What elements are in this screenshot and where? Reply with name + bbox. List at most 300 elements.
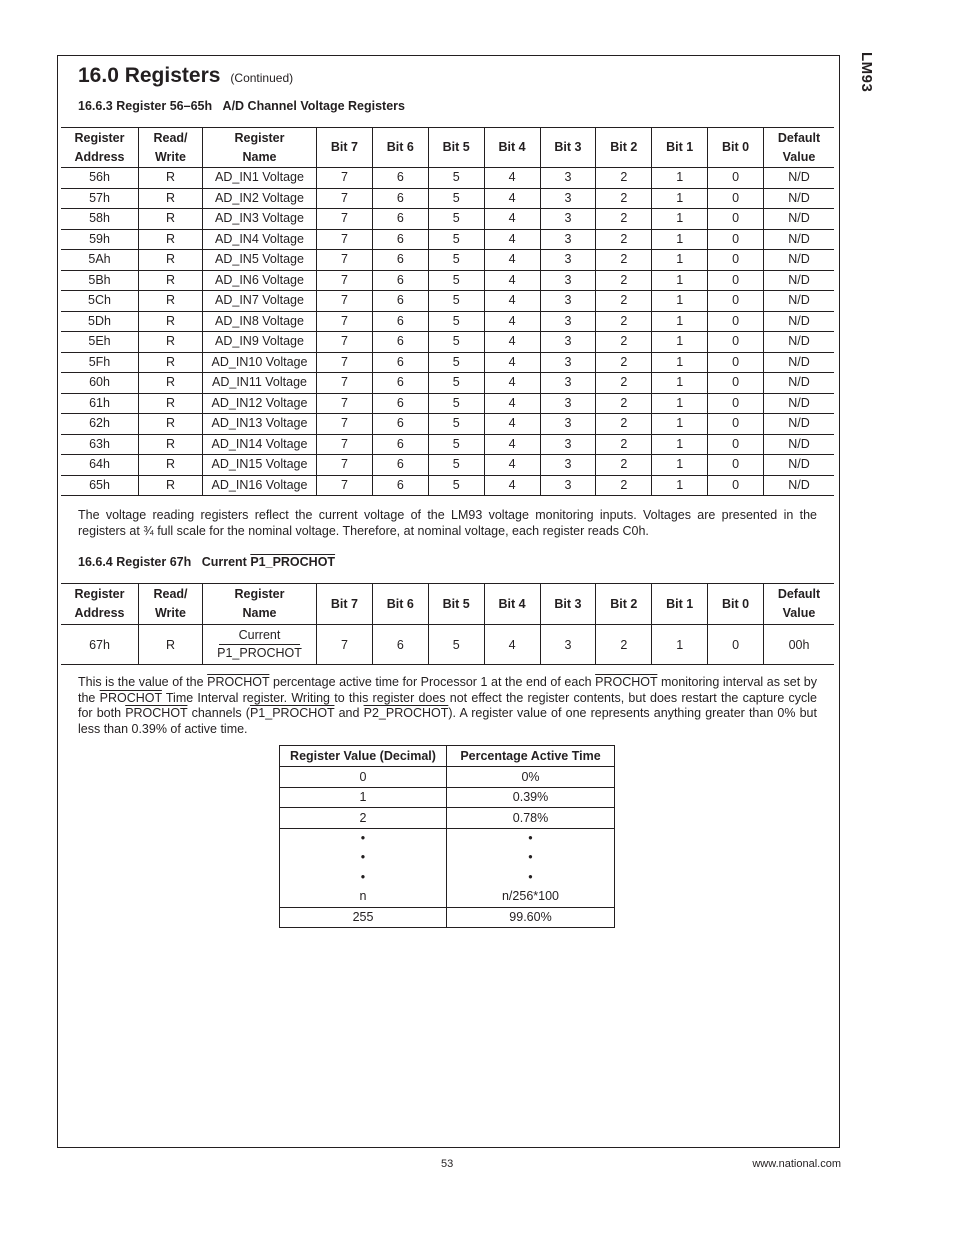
bit-cell: 0 (708, 625, 764, 665)
table-cell: 2 (596, 168, 652, 189)
table-cell: 6 (372, 291, 428, 312)
table-row (61, 352, 834, 373)
subsection-title-signal: P1_PROCHOT (250, 555, 336, 569)
table-cell: 62h (61, 414, 139, 435)
table-cell: 7 (317, 229, 373, 250)
table-header-row (61, 128, 834, 168)
column-header: Default Value (764, 128, 835, 168)
table-cell: R (139, 393, 203, 414)
column-header: Bit 4 (484, 584, 540, 625)
table-cell: 0 (708, 270, 764, 291)
table-cell: 63h (61, 434, 139, 455)
general-value: n (359, 889, 367, 903)
table-cell: 0.39% (447, 787, 615, 808)
table-cell: 7 (317, 352, 373, 373)
table-cell: 7 (317, 455, 373, 476)
signal-name: PROCHOT (207, 675, 270, 689)
table-cell: 2 (596, 414, 652, 435)
table-row (61, 373, 834, 394)
column-header: Bit 1 (652, 128, 708, 168)
column-header: Register Name (203, 128, 317, 168)
table-cell: 0 (708, 332, 764, 353)
table-row (61, 250, 834, 271)
table-cell: 4 (484, 209, 540, 230)
table-cell: 0 (708, 414, 764, 435)
table-cell: R (139, 291, 203, 312)
column-header: Bit 3 (540, 128, 596, 168)
ellipsis-cell-right (447, 828, 615, 907)
table-row (61, 455, 834, 476)
table-cell: 4 (484, 229, 540, 250)
table-cell: 6 (372, 475, 428, 496)
table-cell: 2 (596, 188, 652, 209)
column-header: Bit 7 (317, 584, 373, 625)
column-header: Bit 2 (596, 128, 652, 168)
column-header: Read/ Write (139, 128, 203, 168)
table-cell: 59h (61, 229, 139, 250)
table-cell: R (139, 332, 203, 353)
table-cell: 2 (596, 209, 652, 230)
table-cell: 64h (61, 455, 139, 476)
table-cell: 0 (708, 434, 764, 455)
table-cell: 4 (484, 455, 540, 476)
side-part-label: LM93 (858, 52, 875, 93)
table-cell: 3 (540, 414, 596, 435)
table-row (280, 828, 615, 907)
table-cell: 6 (372, 229, 428, 250)
read-write-cell: R (139, 625, 203, 665)
signal-name: PROCHOT (99, 690, 162, 705)
table-cell: 4 (484, 291, 540, 312)
signal-name: PROCHOT (125, 706, 188, 720)
column-header: Register Address (61, 584, 139, 625)
table-cell: N/D (764, 188, 835, 209)
table-cell: 6 (372, 250, 428, 271)
table-cell: 0 (708, 352, 764, 373)
register-address-cell: 67h (61, 625, 139, 665)
table-cell: 0% (447, 767, 615, 788)
table-cell: 1 (280, 787, 447, 808)
table-cell: 1 (652, 332, 708, 353)
table-cell: N/D (764, 455, 835, 476)
column-header: Bit 7 (317, 128, 373, 168)
table-cell: 5 (428, 270, 484, 291)
table-cell: 0 (708, 188, 764, 209)
section-title: 16.0 Registers (78, 64, 221, 87)
signal-name: P2_PROCHOT (363, 706, 449, 720)
table-cell: 6 (372, 209, 428, 230)
table-cell: N/D (764, 229, 835, 250)
table-row (61, 229, 834, 250)
para-text: ). A register value of one represents anything greater than 0% but less than 0.39% of active time. (78, 706, 817, 736)
table-cell: 3 (540, 455, 596, 476)
table-cell: 7 (317, 250, 373, 271)
table-cell: R (139, 352, 203, 373)
bit-cell: 2 (596, 625, 652, 665)
table-cell: 5 (428, 188, 484, 209)
table-cell: 65h (61, 475, 139, 496)
table-cell: AD_IN12 Voltage (203, 393, 317, 414)
table-cell: 4 (484, 434, 540, 455)
table-cell: 2 (280, 808, 447, 829)
table-cell: 7 (317, 188, 373, 209)
table-cell: 5Dh (61, 311, 139, 332)
table-cell: 2 (596, 291, 652, 312)
table-cell: 3 (540, 434, 596, 455)
table-cell: R (139, 373, 203, 394)
general-formula: n/256*100 (501, 889, 559, 903)
table-cell: 3 (540, 332, 596, 353)
para-text: channels ( (187, 706, 250, 720)
table-row (61, 291, 834, 312)
table-cell: 2 (596, 393, 652, 414)
table-cell: 5Bh (61, 270, 139, 291)
table-cell: 6 (372, 455, 428, 476)
table-cell: 4 (484, 311, 540, 332)
table-cell: 1 (652, 414, 708, 435)
table-cell: 0 (708, 475, 764, 496)
table-cell: AD_IN16 Voltage (203, 475, 317, 496)
subsection-number: 16.6.4 Register 67h (78, 555, 192, 569)
table-cell: 1 (652, 373, 708, 394)
table-cell: N/D (764, 475, 835, 496)
table-cell: 3 (540, 373, 596, 394)
bit-cell: 5 (428, 625, 484, 665)
table-cell: 3 (540, 393, 596, 414)
bit-cell: 7 (317, 625, 373, 665)
table-cell: 1 (652, 352, 708, 373)
subsection-heading-2 (78, 555, 335, 569)
table-row (61, 311, 834, 332)
table-cell: 1 (652, 475, 708, 496)
table-cell: 5Eh (61, 332, 139, 353)
column-header: Bit 4 (484, 128, 540, 168)
table-cell: 3 (540, 291, 596, 312)
voltage-description-paragraph: The voltage reading registers reflect the current voltage of the LM93 voltage monitoring inputs. Voltages are presented in the registers at ¾ full scale for the nominal voltage. Therefore, at nominal voltage, each register reads C0h. (78, 508, 817, 538)
table-row (61, 434, 834, 455)
para-text: monitoring interval as set by the (78, 675, 817, 705)
table-cell: R (139, 434, 203, 455)
column-header: Read/ Write (139, 584, 203, 625)
column-header: Bit 5 (428, 128, 484, 168)
table-cell: R (139, 229, 203, 250)
table-cell: 7 (317, 475, 373, 496)
table-cell: 7 (317, 414, 373, 435)
table-row (61, 475, 834, 496)
table-row (61, 209, 834, 230)
para-text: percentage active time for Processor 1 at the end of each (269, 675, 596, 689)
table-cell: 60h (61, 373, 139, 394)
bit-cell: 6 (372, 625, 428, 665)
table-cell: 7 (317, 168, 373, 189)
table-cell: 1 (652, 270, 708, 291)
table-cell: 4 (484, 168, 540, 189)
column-header: Register Address (61, 128, 139, 168)
table-cell: 6 (372, 311, 428, 332)
para-text: and (334, 706, 364, 720)
table-cell: R (139, 188, 203, 209)
ellipsis-cell-left (280, 828, 447, 907)
table-cell: 6 (372, 393, 428, 414)
table-cell: 4 (484, 475, 540, 496)
table-cell: 7 (317, 311, 373, 332)
table-cell: 61h (61, 393, 139, 414)
table-cell: 6 (372, 332, 428, 353)
table-cell: R (139, 475, 203, 496)
section-continued: (Continued) (230, 71, 294, 85)
table-cell: 4 (484, 332, 540, 353)
column-header: Register Name (203, 584, 317, 625)
table-cell: 2 (596, 250, 652, 271)
para-text: Time Interval register. Writing to this register does not effect the register contents, but does restart the capture cycle for both (78, 690, 817, 720)
table-cell: 5 (428, 332, 484, 353)
table-cell: 4 (484, 352, 540, 373)
bullet: • (360, 850, 366, 864)
table-cell: 5 (428, 414, 484, 435)
table-cell: AD_IN8 Voltage (203, 311, 317, 332)
prochot-register-table (61, 583, 834, 665)
table-cell: R (139, 414, 203, 435)
table-cell: 7 (317, 270, 373, 291)
table-cell: 2 (596, 455, 652, 476)
table-cell: 0 (708, 455, 764, 476)
table-cell: R (139, 250, 203, 271)
table-cell: 4 (484, 270, 540, 291)
table-cell: AD_IN3 Voltage (203, 209, 317, 230)
default-value-cell: 00h (764, 625, 835, 665)
table-cell: 1 (652, 434, 708, 455)
column-header: Default Value (764, 584, 835, 625)
table-cell: N/D (764, 393, 835, 414)
table-row (61, 270, 834, 291)
table-cell: 3 (540, 168, 596, 189)
table-cell: 2 (596, 352, 652, 373)
column-header: Bit 6 (372, 584, 428, 625)
table-cell: 2 (596, 270, 652, 291)
table-cell: 6 (372, 414, 428, 435)
table-cell: N/D (764, 332, 835, 353)
table-cell: 0 (708, 229, 764, 250)
table-cell: R (139, 209, 203, 230)
column-header: Bit 3 (540, 584, 596, 625)
table-cell: 7 (317, 434, 373, 455)
table-cell: N/D (764, 414, 835, 435)
footer-url: www.national.com (752, 1158, 841, 1170)
table-cell: 5Fh (61, 352, 139, 373)
register-name-cell (203, 625, 317, 665)
table-cell: 7 (317, 393, 373, 414)
bit-cell: 4 (484, 625, 540, 665)
table-cell: AD_IN4 Voltage (203, 229, 317, 250)
table-row (61, 393, 834, 414)
column-header: Percentage Active Time (447, 746, 615, 767)
table-cell: AD_IN11 Voltage (203, 373, 317, 394)
table-cell: 255 (280, 907, 447, 928)
column-header: Bit 1 (652, 584, 708, 625)
table-cell: 4 (484, 393, 540, 414)
table-header-row (280, 746, 615, 767)
table-cell: R (139, 311, 203, 332)
table-cell: 5 (428, 393, 484, 414)
table-cell: 5Ah (61, 250, 139, 271)
table-cell: 0 (708, 291, 764, 312)
table-cell: 0 (708, 311, 764, 332)
table-cell: 7 (317, 332, 373, 353)
table-cell: 6 (372, 352, 428, 373)
table-cell: R (139, 168, 203, 189)
table-cell: 7 (317, 209, 373, 230)
table-row (61, 188, 834, 209)
table-cell: AD_IN13 Voltage (203, 414, 317, 435)
table-cell: 3 (540, 352, 596, 373)
table-cell: 7 (317, 291, 373, 312)
table-cell: R (139, 270, 203, 291)
table-cell: N/D (764, 270, 835, 291)
table-cell: AD_IN5 Voltage (203, 250, 317, 271)
table-row (61, 625, 834, 665)
table-cell: 5 (428, 229, 484, 250)
table-cell: 6 (372, 373, 428, 394)
overline-rule (219, 644, 300, 645)
column-header: Register Value (Decimal) (280, 746, 447, 767)
table-cell: 0 (708, 393, 764, 414)
table-cell: 5 (428, 352, 484, 373)
table-row (61, 414, 834, 435)
table-cell: 5 (428, 250, 484, 271)
bullet: • (528, 869, 533, 884)
table-cell: 7 (317, 373, 373, 394)
table-cell: AD_IN15 Voltage (203, 455, 317, 476)
table-cell: N/D (764, 209, 835, 230)
table-cell: 1 (652, 168, 708, 189)
bullet: • (528, 830, 533, 845)
voltage-registers-table (61, 127, 834, 496)
table-cell: 99.60% (447, 907, 615, 928)
signal-name: PROCHOT (595, 675, 658, 689)
table-row (280, 787, 615, 808)
table-cell: 0 (708, 373, 764, 394)
table-row (280, 808, 615, 829)
table-cell: 3 (540, 229, 596, 250)
table-cell: N/D (764, 373, 835, 394)
bit-cell: 3 (540, 625, 596, 665)
table-cell: 2 (596, 229, 652, 250)
table-cell: 1 (652, 311, 708, 332)
table-cell: N/D (764, 291, 835, 312)
table-cell: AD_IN1 Voltage (203, 168, 317, 189)
table-cell: 6 (372, 168, 428, 189)
table-cell: 3 (540, 209, 596, 230)
table-cell: 1 (652, 188, 708, 209)
table-cell: 1 (652, 393, 708, 414)
table-row (280, 767, 615, 788)
table-cell: 2 (596, 332, 652, 353)
table-cell: 1 (652, 209, 708, 230)
section-heading (78, 64, 293, 88)
column-header: Bit 0 (708, 128, 764, 168)
table-cell: 2 (596, 434, 652, 455)
subsection-heading-1 (78, 99, 405, 113)
table-cell: 3 (540, 188, 596, 209)
subsection-title: A/D Channel Voltage Registers (222, 99, 405, 113)
table-cell: 2 (596, 311, 652, 332)
table-cell: AD_IN6 Voltage (203, 270, 317, 291)
column-header: Bit 2 (596, 584, 652, 625)
column-header: Bit 0 (708, 584, 764, 625)
table-row (61, 168, 834, 189)
table-cell: 1 (652, 250, 708, 271)
table-cell: 2 (596, 475, 652, 496)
table-cell: 6 (372, 434, 428, 455)
table-cell: 3 (540, 311, 596, 332)
percentage-table (279, 745, 615, 928)
table-row (61, 332, 834, 353)
table-cell: AD_IN7 Voltage (203, 291, 317, 312)
table-cell: 1 (652, 455, 708, 476)
column-header: Bit 6 (372, 128, 428, 168)
column-header: Bit 5 (428, 584, 484, 625)
bit-cell: 1 (652, 625, 708, 665)
table-cell: 0 (708, 250, 764, 271)
table-header-row (61, 584, 834, 625)
table-cell: N/D (764, 434, 835, 455)
table-cell: 3 (540, 475, 596, 496)
table-cell: 5 (428, 434, 484, 455)
table-cell: 58h (61, 209, 139, 230)
signal-name: P1_PROCHOT (249, 706, 335, 720)
table-cell: AD_IN2 Voltage (203, 188, 317, 209)
table-cell: 3 (540, 250, 596, 271)
table-cell: N/D (764, 168, 835, 189)
page-number: 53 (441, 1158, 454, 1170)
table-cell: N/D (764, 311, 835, 332)
table-cell: 3 (540, 270, 596, 291)
table-cell: 4 (484, 250, 540, 271)
table-cell: N/D (764, 352, 835, 373)
bullet: • (360, 830, 366, 845)
table-cell: 4 (484, 188, 540, 209)
table-cell: 5 (428, 373, 484, 394)
table-cell: 5 (428, 475, 484, 496)
para-text: This is the value of the (78, 675, 208, 689)
table-cell: 1 (652, 291, 708, 312)
table-cell: 6 (372, 270, 428, 291)
bullet: • (360, 869, 366, 884)
table-cell: 5 (428, 291, 484, 312)
table-cell: 5Ch (61, 291, 139, 312)
prochot-description-paragraph (78, 675, 817, 737)
bullet: • (528, 850, 533, 864)
register-name-line1: Current (238, 628, 281, 642)
table-cell: AD_IN10 Voltage (203, 352, 317, 373)
register-name-line2: P1_PROCHOT (217, 646, 302, 660)
subsection-number: 16.6.3 Register 56–65h (78, 99, 213, 113)
table-row (280, 907, 615, 928)
table-cell: 0 (708, 209, 764, 230)
table-cell: AD_IN9 Voltage (203, 332, 317, 353)
table-cell: 5 (428, 168, 484, 189)
table-cell: 5 (428, 311, 484, 332)
table-cell: 5 (428, 455, 484, 476)
table-cell: 0 (708, 168, 764, 189)
table-cell: 57h (61, 188, 139, 209)
table-cell: 6 (372, 188, 428, 209)
table-cell: 0 (280, 767, 447, 788)
table-cell: 4 (484, 373, 540, 394)
table-cell: R (139, 455, 203, 476)
table-cell: 2 (596, 373, 652, 394)
table-cell: 5 (428, 209, 484, 230)
